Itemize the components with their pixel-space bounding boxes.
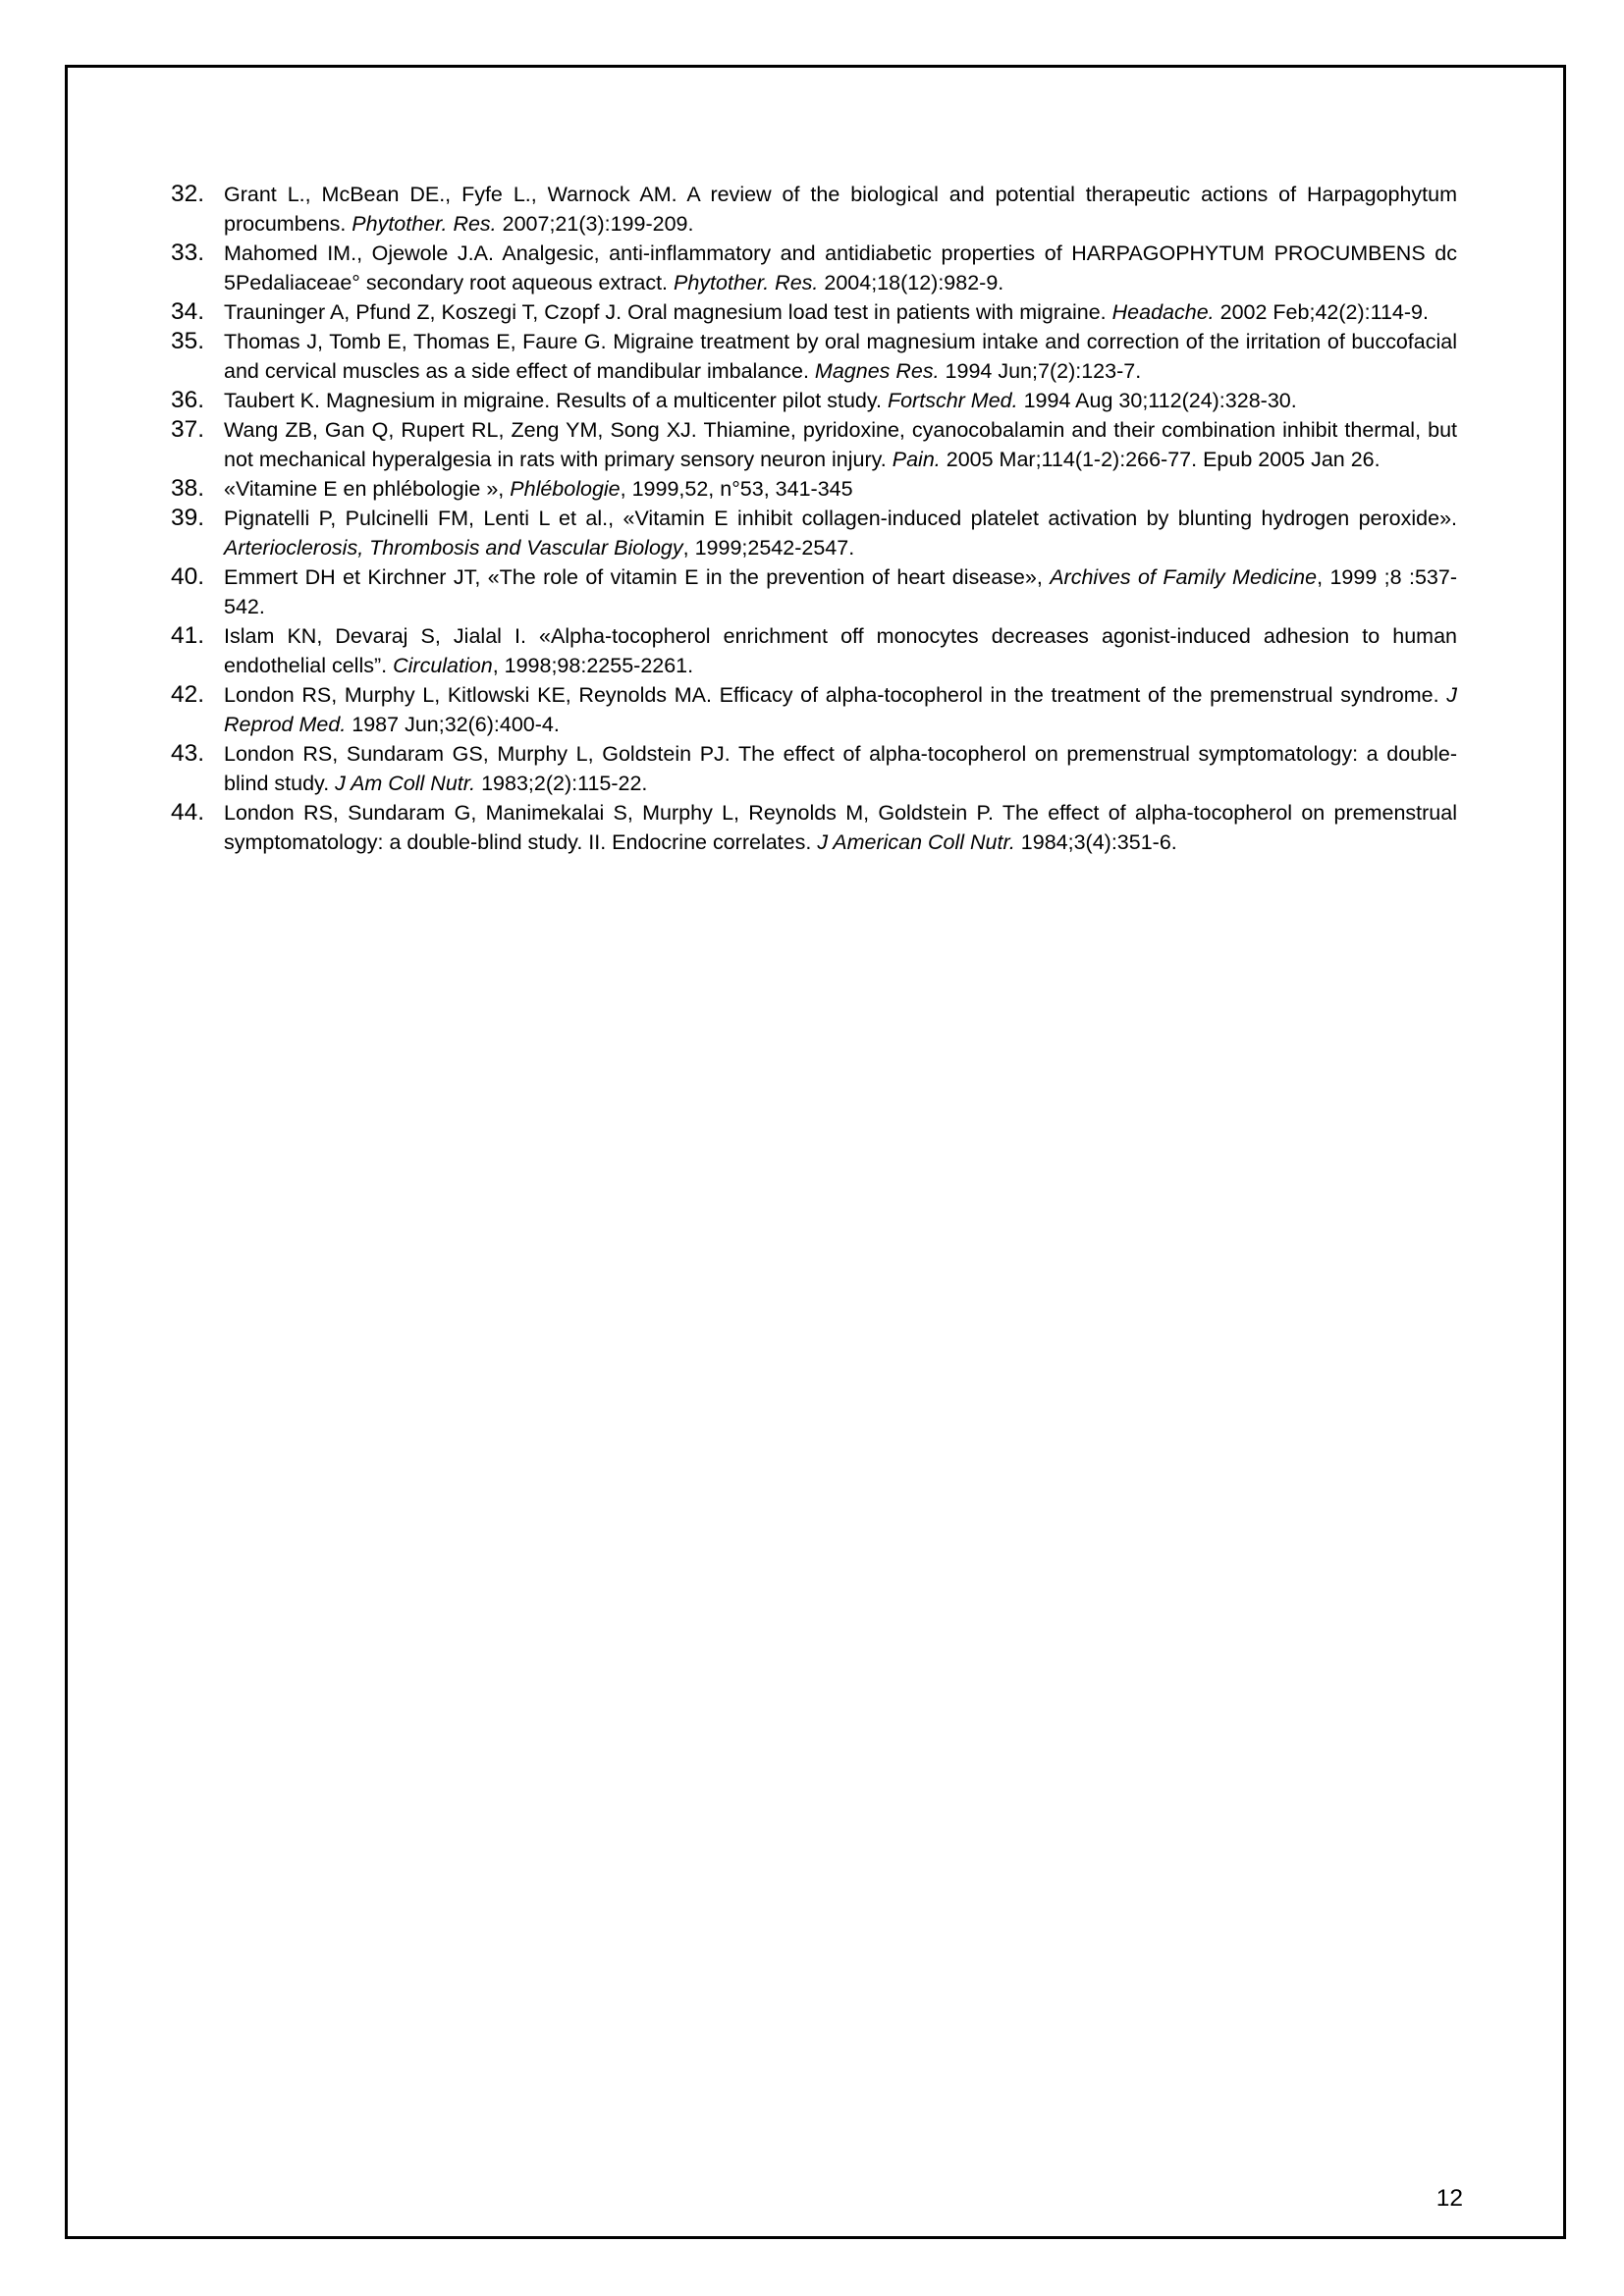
reference-item [171,415,1457,474]
reference-text [224,415,1457,474]
reference-text [224,621,1457,680]
reference-list [171,180,1457,857]
reference-item [171,239,1457,297]
reference-text-segment: 2007;21(3):199-209. [496,212,694,236]
reference-text-segment: Trauninger A, Pfund Z, Koszegi T, Czopf J. Oral magnesium load test in patients with migraine. [224,300,1112,324]
reference-text [224,504,1457,562]
reference-number: 39. [171,505,205,531]
journal-title: Phlébologie [510,477,621,501]
reference-item [171,680,1457,739]
reference-number: 44. [171,799,205,826]
reference-number: 41. [171,622,205,649]
reference-text [224,680,1457,739]
reference-text [224,562,1457,621]
reference-text-segment: Taubert K. Magnesium in migraine. Results of a multicenter pilot study. [224,389,888,412]
reference-number: 35. [171,328,205,354]
reference-number: 43. [171,740,205,767]
reference-text-segment: 2005 Mar;114(1-2):266-77. Epub 2005 Jan 26. [940,448,1380,471]
reference-text-segment: 2004;18(12):982-9. [818,271,1004,294]
reference-text-segment: Mahomed IM., Ojewole J.A. Analgesic, anti-inflammatory and antidiabetic properties of HARPAGOPHYTUM PROCUMBENS dc 5Pedaliaceae° secondary root aqueous extract. [224,241,1457,294]
reference-text [224,739,1457,798]
reference-item [171,474,1457,504]
reference-text-segment: Grant L., McBean DE., Fyfe L., Warnock AM. A review of the biological and potential therapeutic actions of Harpagophytum procumbens. [224,183,1457,236]
reference-number: 40. [171,563,205,590]
journal-title: Fortschr Med. [887,389,1018,412]
journal-title: Headache. [1111,300,1215,324]
reference-text-segment: Islam KN, Devaraj S, Jialal I. «Alpha-tocopherol enrichment off monocytes decreases agonist-induced adhesion to human endothelial cells”. [224,624,1457,677]
reference-text-segment: , 1999;2542-2547. [682,536,855,560]
reference-number: 42. [171,681,205,708]
reference-number: 32. [171,181,205,207]
journal-title: Magnes Res. [814,359,940,383]
journal-title: Arterioclerosis, Thrombosis and Vascular Biology [224,536,683,560]
reference-text-segment: London RS, Sundaram GS, Murphy L, Goldstein PJ. The effect of alpha-tocopherol on premenstrual symptomatology: a double-blind study. [224,742,1457,795]
reference-text [224,180,1457,239]
journal-title: Pain. [892,448,941,471]
reference-item [171,798,1457,857]
reference-item [171,562,1457,621]
reference-text-segment: 1983;2(2):115-22. [475,772,648,795]
journal-title: Phytother. Res. [674,271,819,294]
reference-text-segment: Emmert DH et Kirchner JT, «The role of vitamin E in the prevention of heart disease», [224,565,1051,589]
journal-title: J American Coll Nutr. [817,830,1015,854]
page-number: 12 [1435,2185,1463,2212]
journal-title: Circulation [393,654,493,677]
reference-text-segment: , 1999,52, n°53, 341-345 [620,477,853,501]
reference-text-segment: London RS, Murphy L, Kitlowski KE, Reynolds MA. Efficacy of alpha-tocopherol in the treatment of the premenstrual syndrome. [224,683,1447,707]
journal-title: J Reprod Med. [224,683,1457,736]
journal-title: Archives of Family Medicine [1050,565,1318,589]
reference-text [224,798,1457,857]
reference-text [224,386,1457,415]
reference-text-segment: «Vitamine E en phlébologie », [224,477,511,501]
reference-text-segment: Pignatelli P, Pulcinelli FM, Lenti L et al., «Vitamin E inhibit collagen-induced platelet activation by blunting hydrogen peroxide». [224,507,1457,530]
reference-item [171,297,1457,327]
reference-number: 34. [171,298,205,325]
reference-text-segment: Wang ZB, Gan Q, Rupert RL, Zeng YM, Song XJ. Thiamine, pyridoxine, cyanocobalamin and their combination inhibit thermal, but not mechanical hyperalgesia in rats with primary sensory neuron injury. [224,418,1457,471]
reference-text-segment: 1994 Jun;7(2):123-7. [939,359,1142,383]
reference-number: 33. [171,240,205,266]
reference-text-segment: Thomas J, Tomb E, Thomas E, Faure G. Migraine treatment by oral magnesium intake and correction of the irritation of buccofacial and cervical muscles as a side effect of mandibular imbalance. [224,330,1457,383]
reference-text-segment: 2002 Feb;42(2):114-9. [1214,300,1429,324]
reference-item [171,180,1457,239]
reference-text [224,327,1457,386]
reference-text-segment: 1987 Jun;32(6):400-4. [346,713,560,736]
reference-text [224,239,1457,297]
reference-number: 36. [171,387,205,413]
reference-number: 37. [171,416,205,443]
reference-text-segment: 1994 Aug 30;112(24):328-30. [1017,389,1297,412]
reference-item [171,504,1457,562]
reference-text [224,297,1457,327]
reference-text-segment: , 1998;98:2255-2261. [492,654,694,677]
reference-item [171,621,1457,680]
journal-title: J Am Coll Nutr. [335,772,476,795]
reference-item [171,739,1457,798]
reference-text-segment: London RS, Sundaram G, Manimekalai S, Murphy L, Reynolds M, Goldstein P. The effect of alpha-tocopherol on premenstrual symptomatology: a double-blind study. II. Endocrine correlates. [224,801,1457,854]
reference-text [224,474,1457,504]
reference-text-segment: 1984;3(4):351-6. [1014,830,1177,854]
journal-title: Phytother. Res. [352,212,497,236]
reference-item [171,386,1457,415]
reference-text-segment: , 1999 ;8 :537-542. [224,565,1457,618]
reference-number: 38. [171,475,205,502]
reference-item [171,327,1457,386]
